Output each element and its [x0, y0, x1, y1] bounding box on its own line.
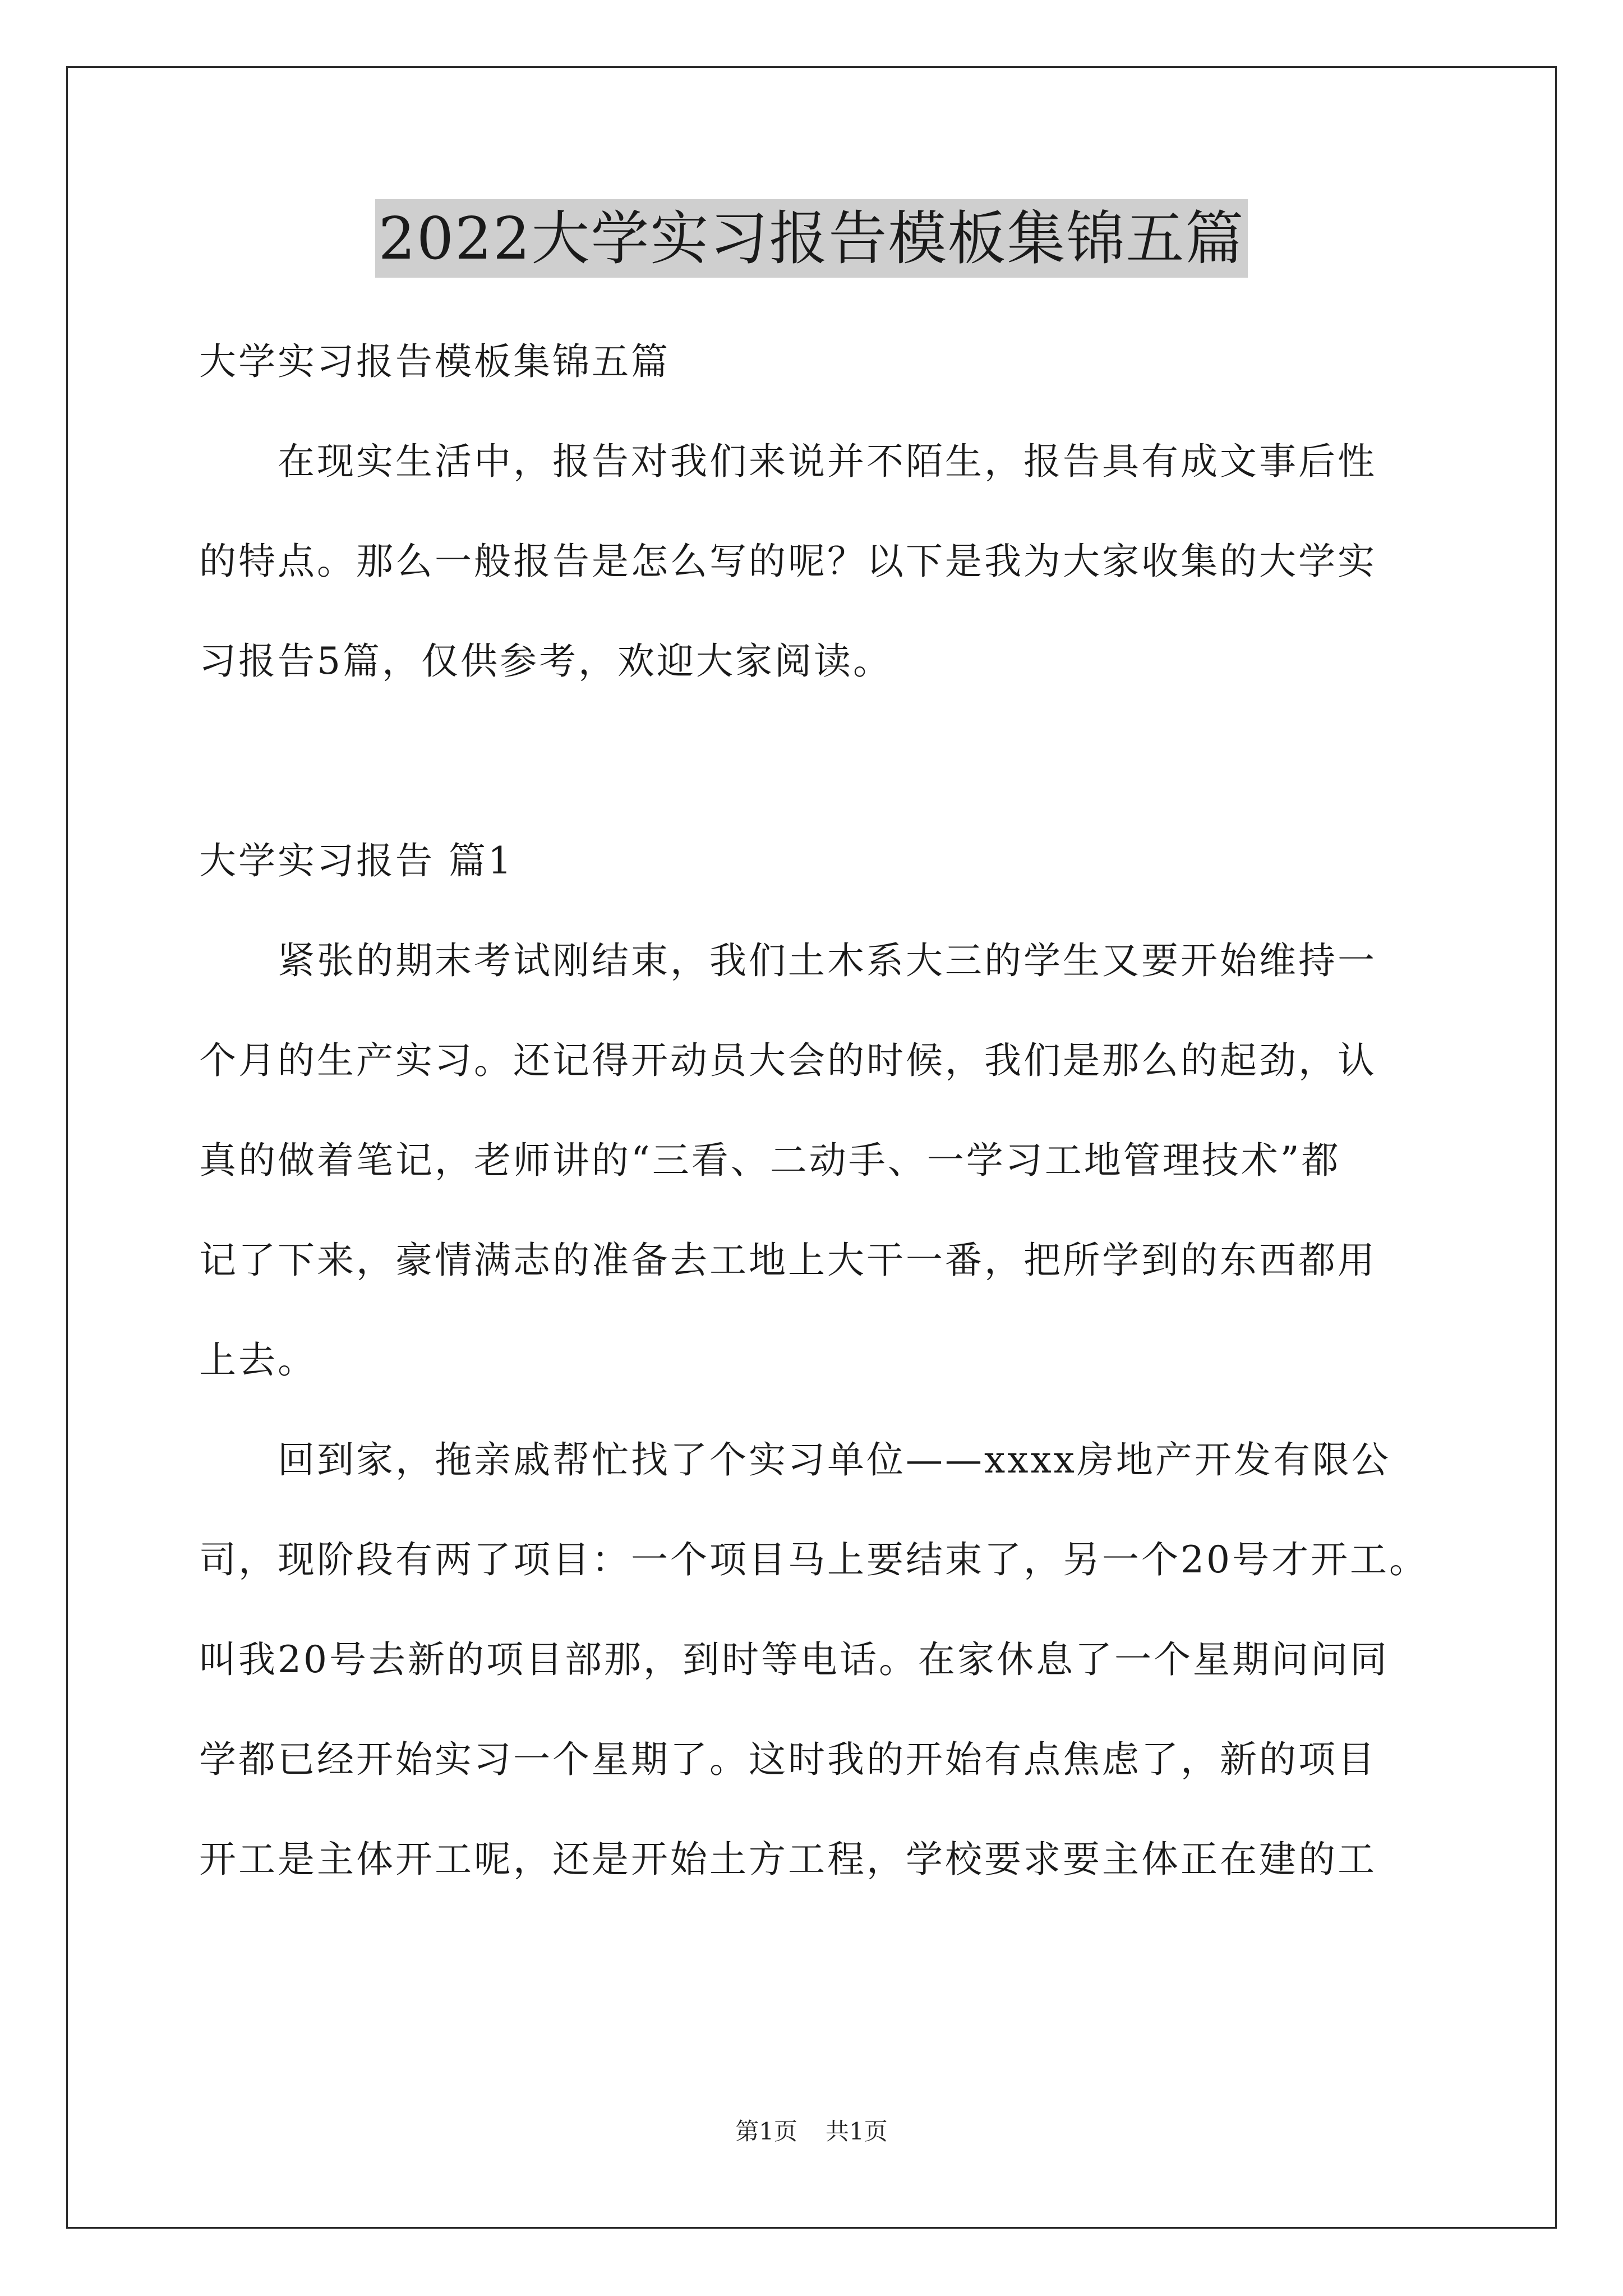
body-line: 回到家，拖亲戚帮忙找了个实习单位——xxxx房地产开发有限公	[199, 1438, 1391, 1481]
subtitle-line: 大学实习报告模板集锦五篇	[199, 340, 670, 383]
body-line: 开工是主体开工呢，还是开始土方工程，学校要求要主体正在建的工	[199, 1838, 1377, 1881]
document-body	[199, 312, 1431, 1910]
body-line: 叫我20号去新的项目部那，到时等电话。在家休息了一个星期问问同	[199, 1638, 1389, 1681]
body-line: 真的做着笔记，老师讲的“三看、二动手、一学习工地管理技术”都	[199, 1139, 1341, 1182]
body-line: 的特点。那么一般报告是怎么写的呢？以下是我为大家收集的大学实	[199, 540, 1377, 583]
body-line: 在现实生活中，报告对我们来说并不陌生，报告具有成文事后性	[199, 440, 1377, 483]
page-footer	[0, 2115, 1623, 2148]
body-line: 习报告5篇，仅供参考，欢迎大家阅读。	[199, 639, 892, 683]
body-line: 记了下来，豪情满志的准备去工地上大干一番，把所学到的东西都用	[199, 1239, 1377, 1282]
blank-line	[199, 711, 1431, 811]
page-number: 第1页	[735, 2118, 797, 2145]
document-title: 2022大学实习报告模板集锦五篇	[375, 199, 1248, 278]
body-line: 个月的生产实习。还记得开动员大会的时候，我们是那么的起劲，认	[199, 1039, 1377, 1082]
title-container	[0, 199, 1623, 278]
section-heading: 大学实习报告 篇1	[199, 839, 514, 882]
page-total: 共1页	[826, 2118, 888, 2145]
body-line: 司，现阶段有两了项目：一个项目马上要结束了，另一个20号才开工。	[199, 1538, 1428, 1581]
body-line: 学都已经开始实习一个星期了。这时我的开始有点焦虑了，新的项目	[199, 1738, 1377, 1781]
body-line: 紧张的期末考试刚结束，我们土木系大三的学生又要开始维持一	[199, 939, 1377, 982]
body-line: 上去。	[199, 1338, 317, 1382]
